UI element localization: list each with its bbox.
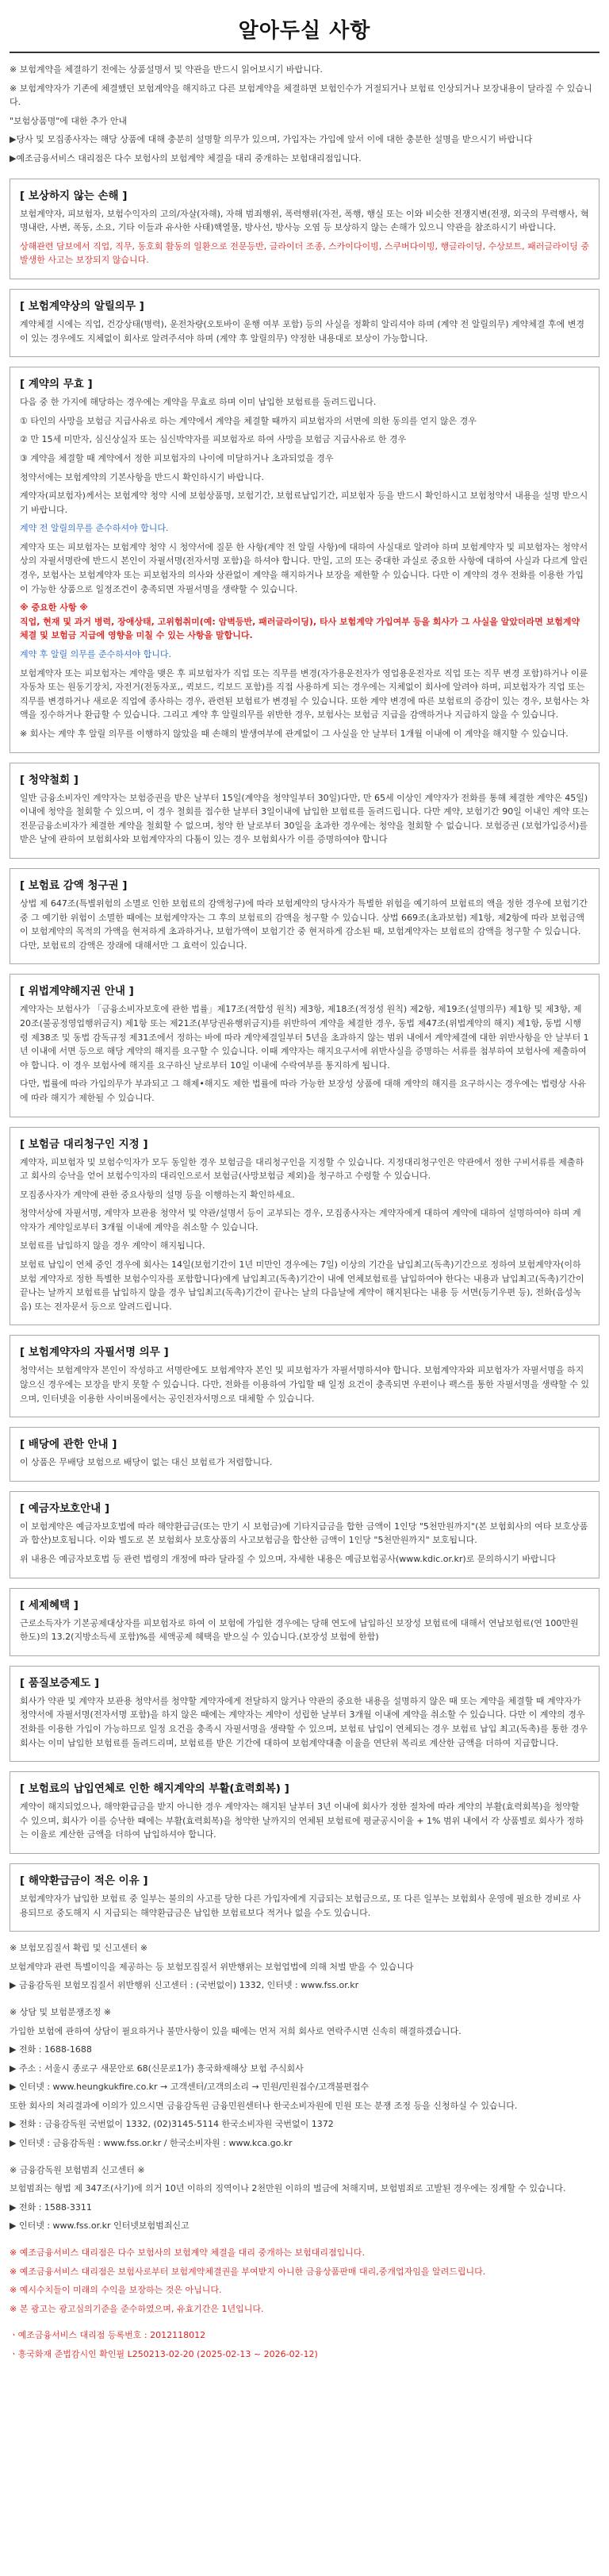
intro-paragraph: ▶예조금융서비스 대리점은 다수 보험사의 보험계약 체결을 대리 중개하는 보험대리점입니다.	[10, 152, 362, 163]
section-box	[10, 289, 599, 357]
section-heading: [ 배당에 관한 안내 ]	[20, 1438, 117, 1451]
footer-paragraph: ▶ 인터넷 : www.fss.or.kr 인터넷보험범죄신고	[10, 2220, 190, 2232]
footer-paragraph: ※ 상담 및 보험분쟁조정 ※	[10, 2006, 112, 2017]
section-heading: [ 보험료의 납입연체로 인한 해지계약의 부활(효력회복) ]	[20, 1782, 289, 1796]
intro-paragraph: ※ 보험계약자가 기존에 체결했던 보험계약을 해지하고 다른 보험계약을 체결하면 보험인수가 거절되거나 보험료 인상되거나 보장내용이 달라질 수 있습니다.	[10, 83, 592, 108]
section-paragraph: ③ 계약을 체결할 때 계약에서 정한 피보험자의 나이에 미달하거나 초과되었을 경우	[20, 452, 334, 463]
section-heading: [ 품질보증제도 ]	[20, 1676, 99, 1690]
footer-paragraph: 가입한 보험에 관하여 상담이 필요하거나 불만사항이 있을 때에는 먼저 저희 회사로 연락주시면 신속히 해결하겠습니다.	[10, 2025, 462, 2036]
section-heading: [ 보험료 감액 청구권 ]	[20, 879, 128, 892]
footer-paragraph: ▶ 금융감독원 보험모집질서 위반행위 신고센터 : (국번없이) 1332, 인터넷 : www.fss.or.kr	[10, 1980, 359, 1991]
footer-paragraph: ※ 보험모집질서 확립 및 신고센터 ※	[10, 1943, 148, 1954]
section-paragraph: 이 상품은 무배당 보험으로 배당이 없는 대신 보험료가 저렴합니다.	[20, 1457, 273, 1468]
section-heading: [ 청약철회 ]	[20, 773, 79, 786]
section-paragraph: 계약체결 시에는 직업, 건강상태(병력), 운전차량(오토바이 운행 여부 포함) 등의 사실을 정확히 알리셔야 하며 (계약 전 알릴의무) 계약체결 후에 변경이 있는 경우에도 지체없이 회사로 알려주셔야 하며 (계약 후 알릴의무) 약정한 내용대로 보상이 가능합니다.	[20, 318, 584, 344]
footer-paragraph: ▶ 주소 : 서울시 종로구 새문안로 68(신문로1가) 흥국화재해상 보험 주식회사	[10, 2063, 304, 2074]
section-paragraph: 계약자, 피보험자 및 보험수익자가 모두 동일한 경우 보험금을 대리청구인을 지정할 수 있습니다. 지정대리청구인은 약관에서 정한 구비서류를 제출하고 회사의 승낙을 얻어 보험수익자의 대리인으로서 보험금(사망보험금 제외)을 청구하고 수령할 수 있습니다.	[20, 1156, 584, 1182]
section-box	[10, 1863, 599, 1932]
section-paragraph: 위 내용은 예금자보호법 등 관련 법령의 개정에 따라 달라질 수 있으며, 자세한 내용은 예금보험공사(www.kdic.or.kr)로 문의하시기 바랍니다	[20, 1554, 556, 1564]
section-paragraph: 보험료 납입이 연체 중인 경우에 회사는 14일(보험기간이 1년 미만인 경우에는 7일) 이상의 기간을 납입최고(독촉)기간으로 정하여 보험계약자(이하 보험 계약자로 정한 특별한 보험수익자를 포함합니다)에게 납입최고(독촉)기간이 내에 연체보험료를 납입하여야 한다는 내용과 납입최고(독촉)기간이 끝나는 날까지 보험료를 납입하지 않을 경우 납입최고(독촉)기간이 끝나는 날의 다음날에 계약이 해지된다는 내용 등 서면(등기우편 등), 전화(음성녹음) 또는 전자문서 등으로 알려드립니다.	[20, 1259, 584, 1312]
footer-paragraph: ※ 예조금융서비스 대리점은 다수 보험사의 보험계약 체결을 대리 중개하는 보험대리점입니다.	[10, 2247, 365, 2259]
section-paragraph: 이 보험계약은 예금자보호법에 따라 해약환급금(또는 만기 시 보험금)에 기타지급금을 합한 금액이 1인당 "5천만원까지"(본 보험회사의 여타 보호상품과 합산)보호됩니다. 이와 별도로 본 보험회사 보호상품의 사고보험금을 합산한 금액이 1인당 "5천만원까지" 보호됩니다.	[20, 1521, 588, 1546]
section-heading: [ 예금자보호안내 ]	[20, 1501, 110, 1515]
spacer	[10, 2238, 599, 2246]
section-paragraph: 청약서에는 보험계약의 기본사항을 반드시 확인하시기 바랍니다.	[20, 471, 264, 483]
section-heading: [ 보험계약상의 알릴의무 ]	[20, 299, 144, 313]
section-paragraph: 보험계약자가 납입한 보험료 중 일부는 불의의 사고를 당한 다른 가입자에게 지급되는 보험금으로, 또 다른 일부는 보험회사 운영에 필요한 경비로 사용되므로 중도해지 시 지급되는 해약환급금은 납입한 보험료보다 적거나 없을 수도 있습니다.	[20, 1893, 581, 1918]
section-paragraph: ※ 회사는 계약 후 알릴 의무를 이행하지 않았을 때 손해의 발생여부에 관계없이 그 사실을 안 날부터 1개월 이내에 이 계약을 해지할 수 있습니다.	[20, 729, 569, 739]
section-heading: [ 계약의 무효 ]	[20, 378, 93, 391]
section-paragraph: 계약이 해지되었으나, 해약환급금을 받지 아니한 경우 계약자는 해지된 날부터 3년 이내에 회사가 정한 절차에 따라 계약의 부활(효력회복)을 청약할 수 있으며, 회사가 이를 승낙한 때에는 부활(효력회복)을 청약한 날까지의 연체된 보험료에 평균공시이율 + 1% 범위 내에서 각 상품별로 회사가 정하는 이율로 계산한 금액을 더하여 납입하셔야 합니다.	[20, 1801, 584, 1840]
section-heading: [ 세제혜택 ]	[20, 1598, 79, 1612]
spacer	[10, 2155, 599, 2163]
section-heading: [ 위법계약해지권 안내 ]	[20, 985, 134, 998]
footer-paragraph: ▶ 인터넷 : 금융감독원 : www.fss.or.kr / 한국소비자원 : www.kca.go.kr	[10, 2138, 293, 2149]
intro-paragraph: ▶당사 및 모집종사자는 해당 상품에 대해 충분히 설명할 의무가 있으며, 가입자는 가입에 앞서 이에 대한 충분한 설명을 받으시기 바랍니다	[10, 134, 533, 145]
footer-paragraph: ▶ 전화 : 금융감독원 국번없이 1332, (02)3145-5114 한국소비자원 국번없이 1372	[10, 2119, 334, 2130]
footer-paragraph: ▶ 전화 : 1588-3311	[10, 2201, 92, 2213]
section-box	[10, 763, 599, 859]
section-paragraph: 보험료를 납입하지 않을 경우 계약이 해지됩니다.	[20, 1240, 205, 1251]
section-box	[10, 974, 599, 1117]
section-paragraph: 계약 후 알릴 의무를 준수하셔야 합니다.	[20, 649, 171, 660]
footer-paragraph: ▶ 전화 : 1688-1688	[10, 2044, 92, 2055]
intro-paragraph: "보험상품명"에 대한 추가 안내	[10, 115, 128, 126]
section-box	[10, 179, 599, 279]
section-heading: [ 보험금 대리청구인 지정 ]	[20, 1137, 148, 1151]
section-box	[10, 868, 599, 964]
section-paragraph: 모집종사자가 계약에 관한 중요사항의 설명 등을 이행하는지 확인하세요.	[20, 1189, 295, 1200]
section-paragraph: 계약 전 알릴의무를 준수하셔야 합니다.	[20, 523, 169, 534]
footer-paragraph: ▶ 인터넷 : www.heungkukfire.co.kr → 고객센터/고객의소리 → 민원/민원접수/고객불편접수	[10, 2082, 370, 2093]
section-paragraph: ② 만 15세 미만자, 심신상실자 또는 심신박약자를 피보험자로 하여 사망을 보험금 지급사유로 한 경우	[20, 434, 407, 445]
section-paragraph: 상법 제 647조(특별위험의 소멸로 인한 보험료의 감액청구)에 따라 보험계약의 당사자가 특별한 위험을 예기하여 보험료의 액을 정한 경우에 보험기간 중 그 예기한 위험이 소멸한 때에는 보험계약자는 그 후의 보험료의 감액을 청구할 수 있습니다. 상법 669조(초과보험) 제1항, 제2항에 따라 보험금액이 보험계약의 목적의 가액을 현저하게 초과하거나, 보험가액이 보험기간 중 현저하게 감소된 때, 보험계약자는 보험료의 감액을 청구할 수 있습니다. 다만, 보험료의 감액은 장래에 대해서만 그 효력이 있습니다.	[20, 898, 588, 951]
section-paragraph: 계약자 또는 피보험자는 보험계약 청약 시 청약서에 질문 한 사항(계약 전 알릴 사항)에 대하여 사실대로 알려야 하며 보험계약자 및 피보험자는 청약서상의 자필서명란에 반드시 본인이 자필서명(전자서명 포함)을 하셔야 합니다. 만일, 고의 또는 중대한 과실로 중요한 사항에 대하여 사실과 다르게 알린 경우, 보험사는 보험계약자 또는 피보험자의 의사와 상관없이 계약을 해지하거나 보장을 제한할 수 있습니다. 다만 이 계약의 경우 전화를 이용한 가입이 가능한 상품으로 일정조건이 충족되면 자필서명을 생략할 수 있습니다.	[20, 541, 588, 594]
section-paragraph: 일반 금융소비자인 계약자는 보험증권을 받은 날부터 15일(계약을 청약일부터 30일)다만, 만 65세 이상인 계약자가 전화를 통해 체결한 계약은 45일)이내에 청약을 철회할 수 있으며, 이 경우 철회를 접수한 날부터 3일이내에 납입한 보험료를 돌려드립니다. 다만 계약, 보험기간 90일 이내인 계약 또는 전문금융소비자가 체결한 계약을 철회할 수 없으며, 청약 한 날로부터 30일을 초과한 경우에는 청약을 철회할 수 없습니다. 보험증권 (보험가입증서)를 받은 날에 관하여 보험회사와 보험계약자의 다툼이 있는 경우 보험회사가 이를 증명하여야 합니다	[20, 792, 589, 845]
section-paragraph: 회사가 약관 및 계약자 보관용 청약서를 청약할 계약자에게 전달하지 않거나 약관의 중요한 내용을 설명하지 않은 때 또는 계약을 체결할 때 계약자가 청약서에 자필서명(전자서명 포함)을 하지 않은 때에는 계약자는 계약이 성립한 날부터 3개월 이내에 계약을 취소할 수 있습니다. 다만 이 계약의 경우 전화를 이용한 가입이 가능하므로 일정 요건을 충족시 자필서명을 생략할 수 있으며, 보험료 납입이 연체되는 경우 보험료 납입 최고(독촉)를 통한 경우 회사는 이미 납입한 보험료를 돌려드리며, 보험료를 받은 기간에 대하여 보험계약대출 이율을 연단위 복리로 계산한 금액을 더하여 지급합니다.	[20, 1695, 588, 1748]
section-paragraph: 보험계약자 또는 피보험자는 계약을 맺은 후 피보험자가 직업 또는 직무를 변경(자가용운전자가 영업용운전자로 직업 또는 직무 변경 포함)하거나 이륜자동차 또는 원동기장치, 자전거(전동자포,, 퀵보드, 킥보드 포함)를 직접 사용하게 되는 경우에는 지체없이 회사에 알려야 하며, 피보험자가 직업 또는 직무를 변경하거나 새로운 직업에 종사하는 경우, 관련된 보험료가 변경될 수 있습니다. 또한 계약 변경에 따른 보험료의 증감이 있는 경우, 보험사는 차액을 징수하거나 환급할 수 있습니다. 그리고 계약 후 알릴의무를 위반한 경우, 보험사는 보험금 지급을 감액하거나 지급하지 않을 수 있습니다.	[20, 667, 589, 721]
section-box	[10, 1771, 599, 1854]
section-paragraph: 계약자(피보험자)께서는 보험계약 청약 시에 보험상품명, 보험기간, 보험료납입기간, 피보험자 등을 반드시 확인하시고 보험청약서 내용을 설명 받으시기 바랍니다.	[20, 490, 588, 515]
section-paragraph: 계약자는 보험사가 「금융소비자보호에 관한 법률」제17조(적합성 원칙) 제3항, 제18조(적정성 원칙) 제2항, 제19조(설명의무) 제1항 및 제3항, 제20조(불공정영업행위금지) 제1항 또는 제21조(부당권유행위금지)를 위반하여 계약을 체결한 경우, 동법 제47조(위법계약의 해지) 제1항, 동법 시행령 제38조 및 동법 감독규정 제31조에서 정하는 바에 따라 계약체결일부터 5년을 초과하지 않는 범위 내에서 계약체결에 대한 위반사항을 안 날부터 1년 이내에 서면 등으로 해당 계약의 해지를 요구할 수 있습니다. 이때 계약자는 해지요구서에 위반사실을 증명하는 서류를 첨부하여 보험사에 제출하여야 합니다. 이 경우 보험사에 해지를 요구하신 날로부터 10일 이내에 수락여부를 통지하게 됩니다.	[20, 1004, 589, 1071]
section-paragraph: ① 타인의 사망을 보험금 지급사유로 하는 계약에서 계약을 체결할 때까지 피보험자의 서면에 의한 동의를 얻지 않은 경우	[20, 415, 477, 426]
section-paragraph: 상해관련 담보에서 직업, 직무, 동호회 활동의 일환으로 전문등반, 글라이더 조종, 스카이다이빙, 스쿠버다이빙, 행글라이딩, 수상보트, 패러글라이딩 중 발생한 사고는 보장되지 않습니다.	[20, 240, 589, 266]
section-paragraph: 근로소득자가 기본공제대상자를 피보험자로 하여 이 보험에 가입한 경우에는 당해 연도에 납입하신 보장성 보험료에 대해서 연납보험료(연 100만원 한도)의 13.2(지방소득세 포함)%를 세액공제 혜택을 받으실 수 있습니다.(보장성 보험에 한함)	[20, 1617, 579, 1643]
footer-paragraph: ※ 예조금융서비스 대리점은 보험사로부터 보험계약체결권을 부여받지 아니한 금융상품판매 대리,중개업자임을 알려드립니다.	[10, 2266, 486, 2277]
footer-paragraph: ※ 본 광고는 광고심의기준을 준수하였으며, 유효기간은 1년입니다.	[10, 2303, 264, 2314]
intro-block	[10, 63, 599, 166]
notice-page	[10, 0, 599, 2376]
page-title: 알아두실 사항	[10, 13, 599, 53]
section-box	[10, 1427, 599, 1482]
section-heading: [ 해약환급금이 적은 이유 ]	[20, 1874, 148, 1887]
footer-paragraph: 보험범죄는 형법 제 347조(사기)에 의거 10년 이하의 징역이나 2천만원 이하의 벌금에 처해지며, 보험범죄로 고발된 경우에는 징계할 수 있습니다.	[10, 2183, 566, 2194]
section-box	[10, 367, 599, 752]
section-box	[10, 1335, 599, 1417]
footer-paragraph: 또한 회사의 처리결과에 이의가 있으시면 금융감독원 금융민원센터나 한국소비자원에 민원 또는 분쟁 조정 등을 신청하실 수 있습니다.	[10, 2100, 518, 2111]
section-paragraph: 보험계약자, 피보험자, 보험수익자의 고의/자살(자해), 자해 범죄행위, 폭력행위(자전, 폭행, 행실 또는 이와 비슷한 전쟁지변(전쟁, 외국의 무력행사, 혁명내란, 사변, 폭동, 소요, 기타 이들과 유사한 사태)핵열물, 방사선, 방사능 오염 등 보상하지 않는 손해가 있으니 약관을 참조하시기 바랍니다.	[20, 208, 589, 233]
section-paragraph: 청약서는 보험계약자 본인이 작성하고 서명란에도 보험계약자 본인 및 피보험자가 자필서명하셔야 합니다. 보험계약자와 피보험자가 자필서명을 하지 않으신 경우에는 보장을 받지 못할 수 있습니다. 다만, 전화를 이용하여 가입할 때 일정 요건이 충족되면 우편이나 팩스를 통한 자필서명을 생략할 수 있으며, 인터넷을 이용한 사이버몰에서는 공인전자서명으로 대체할 수 있습니다.	[20, 1365, 589, 1404]
intro-paragraph: ※ 보험계약을 체결하기 전에는 상품설명서 및 약관을 반드시 읽어보시기 바랍니다.	[10, 64, 323, 75]
section-paragraph: 다음 중 한 가지에 해당하는 경우에는 계약을 무효로 하며 이미 납입한 보험료를 돌려드립니다.	[20, 397, 377, 408]
section-box	[10, 1127, 599, 1326]
footer-block	[10, 1941, 599, 2361]
footer-paragraph: ※ 예시수치들이 미래의 수익을 보장하는 것은 아닙니다.	[10, 2285, 222, 2296]
section-paragraph: 다만, 법률에 따라 가입의무가 부과되고 그 해제•해지도 제한 법률에 따라 가능한 보장성 상품에 대해 계약의 해지를 요구하시는 경우에는 법령상 사유에 따라 해지가 제한될 수 있습니다.	[20, 1078, 586, 1103]
footer-paragraph: 보험계약과 관련 특별이익을 제공하는 등 보험모집질서 위반행위는 보험업법에 의해 처벌 받을 수 있습니다	[10, 1961, 414, 1972]
sections-container	[10, 179, 599, 1932]
section-heading: [ 보험계약자의 자필서명 의무 ]	[20, 1346, 169, 1359]
section-box	[10, 1666, 599, 1762]
footer-paragraph: ㆍ흥국화재 준법감시인 확인필 L250213-02-20 (2025-02-13 ~ 2026-02-12)	[10, 2349, 318, 2359]
footer-paragraph: ※ 금융감독원 보험범죄 신고센터 ※	[10, 2164, 145, 2175]
section-heading: [ 보상하지 않는 손해 ]	[20, 189, 128, 202]
spacer	[10, 1997, 599, 2005]
spacer	[10, 2320, 599, 2328]
section-box	[10, 1588, 599, 1656]
section-box	[10, 1491, 599, 1578]
section-paragraph: 청약서상에 자필서명, 계약자 보관용 청약서 및 약관/설명서 등이 교부되는 경우, 모집종사자는 계약자에게 대하여 계약에 대하여 설명하여야 하며 계약자가 계약일로부터 3개월 이내에 계약을 취소할 수 있습니다.	[20, 1208, 581, 1232]
footer-paragraph: ㆍ예조금융서비스 대리점 등록번호 : 2012118012	[10, 2330, 206, 2341]
spacer	[10, 171, 599, 179]
section-paragraph: ※ 중요한 사항 ※ 직업, 현재 및 과거 병력, 장애상태, 고위험취미(예: 암벽등반, 패러글라이딩), 타사 보험계약 가입여부 등을 회사가 그 사실을 알았더라면 보험계약 체결 및 보험금 지급에 영향을 미칠 수 있는 사항을 말합니다.	[20, 602, 580, 641]
